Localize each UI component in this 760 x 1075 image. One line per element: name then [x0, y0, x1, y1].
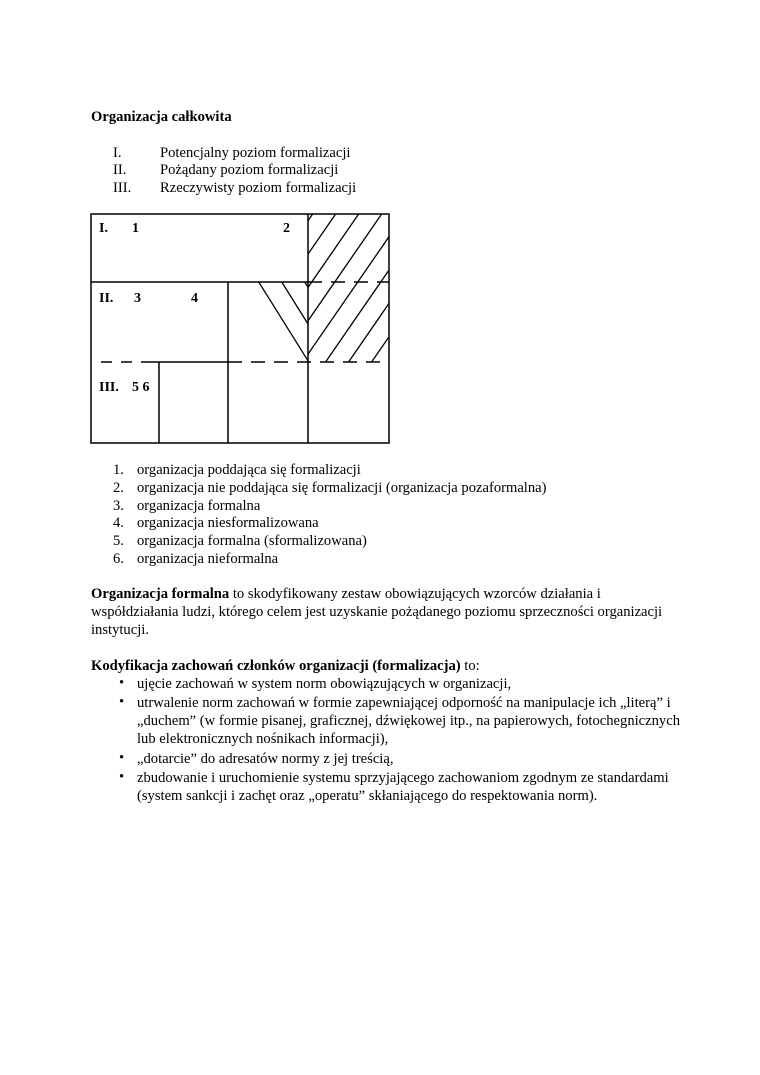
- level-roman: I.: [113, 145, 122, 161]
- hatch-line: [143, 160, 350, 460]
- row-label: III.: [99, 380, 119, 395]
- list-item: organizacja formalna (sformalizowana): [137, 533, 367, 549]
- hatch-line: [419, 160, 626, 460]
- hatch-line: [252, 160, 440, 460]
- hatch-line: [189, 160, 396, 460]
- hatch-line: [373, 160, 580, 460]
- definition-text: to skodyfikowany zestaw obowiązujących wzorców działania i współdziałania ludzi, którego celem jest uzyskanie pożądanego poziomu sprzeczności organizacji instytucji.: [91, 586, 663, 638]
- list-number: 5.: [113, 533, 124, 549]
- list-item: organizacja nieformalna: [137, 551, 279, 567]
- hatch-line: [482, 160, 670, 460]
- hatch-line: [206, 160, 394, 460]
- hatch-line: [304, 160, 511, 460]
- hatch-line: [436, 160, 624, 460]
- hatch-line: [166, 160, 373, 460]
- hatch-line: [183, 160, 371, 460]
- hatch-line: [235, 160, 442, 460]
- hatch-region-2: [120, 160, 626, 460]
- hatch-line: [344, 160, 532, 460]
- hatch-region-4: [183, 160, 670, 460]
- list-number: 6.: [113, 551, 124, 567]
- hatch-line: [281, 160, 488, 460]
- region-number: 1: [132, 221, 139, 236]
- list-number: 3.: [113, 498, 124, 514]
- hatch-line: [212, 160, 419, 460]
- hatch-line: [229, 160, 417, 460]
- codification-suffix: to:: [460, 658, 480, 674]
- bullet-icon: •: [119, 694, 125, 710]
- list-item: organizacja formalna: [137, 498, 261, 514]
- hatch-line: [321, 160, 509, 460]
- hatch-line: [390, 160, 578, 460]
- level-text: Rzeczywisty poziom formalizacji: [160, 180, 357, 196]
- hatch-line: [258, 160, 465, 460]
- list-item: organizacja niesformalizowana: [137, 515, 319, 531]
- definition-term: Organizacja formalna: [91, 586, 230, 602]
- hatch-line: [327, 160, 534, 460]
- list-number: 2.: [113, 480, 124, 496]
- definition-paragraph: [91, 585, 691, 639]
- hatch-line: [413, 160, 601, 460]
- level-text: Pożądany poziom formalizacji: [160, 162, 339, 178]
- region-number: 4: [191, 291, 198, 306]
- bullet-icon: •: [119, 769, 125, 785]
- hatch-line: [298, 160, 486, 460]
- row-label: I.: [99, 221, 108, 236]
- hatch-line: [396, 160, 603, 460]
- list-item: organizacja nie poddająca się formalizacji (organizacja pozaformalna): [137, 480, 547, 496]
- bullet-icon: •: [119, 750, 125, 766]
- hatch-line: [350, 160, 557, 460]
- bullet-item: „dotarcie” do adresatów normy z jej treścią,: [137, 751, 394, 767]
- level-text: Potencjalny poziom formalizacji: [160, 145, 351, 161]
- level-roman: III.: [113, 180, 132, 196]
- bullet-item: zbudowanie i uruchomienie systemu sprzyjającego zachowaniom zgodnym ze standardami (system sankcji i zachęt oraz „operatu” skłaniającego do respektowania norm).: [137, 770, 669, 804]
- hatch-line: [120, 160, 327, 460]
- bullet-item: ujęcie zachowań w system norm obowiązujących w organizacji,: [137, 676, 512, 692]
- hatch-line: [459, 160, 647, 460]
- list-number: 4.: [113, 515, 124, 531]
- title-text: Organizacja całkowita: [91, 109, 232, 125]
- hatch-line: [367, 160, 555, 460]
- bullet-icon: •: [119, 675, 125, 691]
- bullet-item: utrwalenie norm zachowań w formie zapewniającej odporność na manipulacje ich „literą” i „duchem” (w formie pisanej, graficznej, dźwiękowej itp., na papierowych, fotochegnicznych lub elektronicznych nośnikach informacji),: [137, 695, 680, 747]
- list-item: organizacja poddająca się formalizacji: [137, 462, 361, 478]
- codification-heading: [91, 657, 691, 675]
- codification-term: Kodyfikacja zachowań członków organizacji (formalizacja): [91, 658, 461, 674]
- diagram-frame: [91, 214, 389, 443]
- hatch-line: [275, 160, 463, 460]
- region-number: 2: [283, 221, 290, 236]
- region-number: 3: [134, 291, 141, 306]
- level-roman: II.: [113, 162, 127, 178]
- row-label: II.: [99, 291, 114, 306]
- list-number: 1.: [113, 462, 124, 478]
- region-number: 5 6: [132, 380, 150, 395]
